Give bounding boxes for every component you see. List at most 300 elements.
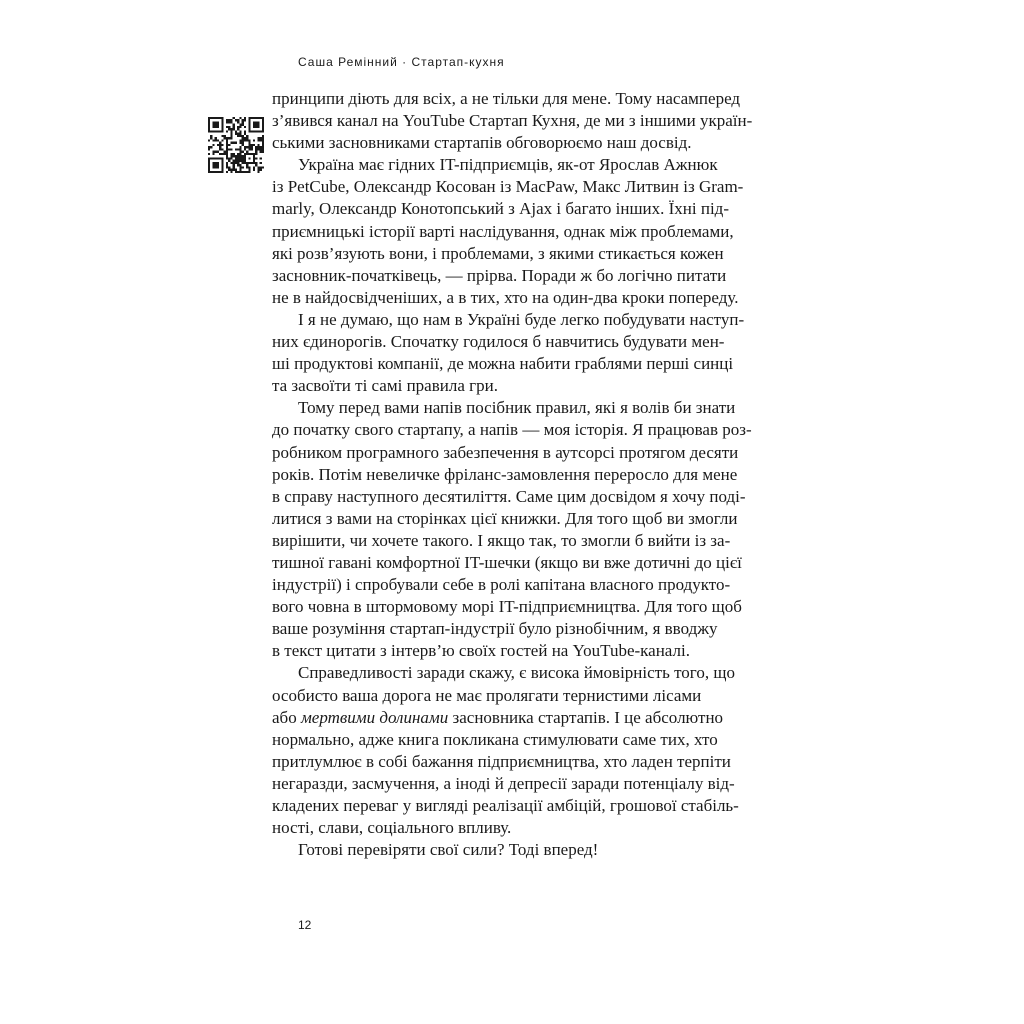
qr-module — [228, 157, 230, 159]
qr-module — [253, 155, 255, 157]
qr-module — [226, 162, 228, 164]
qr-module — [221, 119, 223, 121]
qr-module — [210, 146, 212, 148]
qr-module — [212, 126, 214, 128]
qr-module — [230, 169, 232, 171]
qr-module — [230, 142, 232, 144]
qr-module — [210, 137, 212, 139]
qr-module — [208, 166, 210, 168]
text-line — [272, 486, 782, 508]
qr-module — [210, 171, 212, 173]
text-line — [272, 442, 782, 464]
qr-module — [221, 162, 223, 164]
qr-module — [251, 146, 253, 148]
qr-module — [226, 171, 228, 173]
qr-module — [212, 144, 214, 146]
qr-module — [212, 157, 214, 159]
text-segment: кладених переваг у вигляді реалізації амбіцій, грошової стабіль- — [272, 796, 739, 815]
qr-module — [257, 121, 259, 123]
qr-module — [221, 160, 223, 162]
qr-module — [215, 157, 217, 159]
qr-module — [255, 162, 257, 164]
qr-module — [226, 146, 228, 148]
text-line — [272, 464, 782, 486]
qr-module — [260, 139, 262, 141]
qr-module — [230, 148, 232, 150]
text-segment: до початку свого стартапу, а напів — моя історія. Я працював роз- — [272, 420, 752, 440]
qr-module — [215, 121, 217, 123]
qr-module — [221, 164, 223, 166]
qr-module — [239, 155, 241, 157]
qr-module — [262, 121, 264, 123]
text-segment: вирішити, чи хочете такого. І якщо так, то змогли б вийти із за- — [272, 530, 731, 550]
qr-module — [244, 160, 246, 162]
text-line — [272, 729, 782, 751]
qr-module — [230, 153, 232, 155]
qr-module — [262, 117, 264, 119]
qr-module — [233, 160, 235, 162]
qr-module — [244, 162, 246, 164]
text-segment: індустрії) і спробували себе в ролі капітана власного продукто- — [272, 575, 731, 595]
text-segment: засновника стартапів. І це абсолютно — [448, 707, 724, 727]
qr-module — [212, 117, 214, 119]
qr-module — [215, 171, 217, 173]
qr-module — [260, 169, 262, 171]
qr-module — [208, 128, 210, 130]
qr-module — [239, 124, 241, 126]
qr-module — [239, 117, 241, 119]
qr-module — [237, 164, 239, 166]
qr-module — [217, 130, 219, 132]
qr-module — [239, 153, 241, 155]
running-header: Саша Ремінний · Стартап-кухня — [298, 55, 505, 69]
text-line — [272, 795, 782, 817]
qr-module — [257, 171, 259, 173]
qr-module — [260, 130, 262, 132]
qr-module — [233, 166, 235, 168]
qr-module — [239, 157, 241, 159]
qr-module — [230, 121, 232, 123]
qr-module — [212, 162, 214, 164]
qr-module — [239, 130, 241, 132]
qr-module — [215, 139, 217, 141]
qr-module — [244, 133, 246, 135]
qr-module — [212, 153, 214, 155]
text-segment: принципи діють для всіх, а не тільки для мене. Тому насамперед — [272, 89, 741, 108]
qr-module — [248, 121, 250, 123]
qr-module — [248, 162, 250, 164]
qr-module — [260, 137, 262, 139]
qr-module — [228, 144, 230, 146]
qr-module — [242, 119, 244, 121]
qr-module — [208, 121, 210, 123]
qr-module — [233, 164, 235, 166]
qr-module — [233, 117, 235, 119]
text-segment: ськими засновниками стартапів обговорюємо наш досвід. — [272, 133, 692, 153]
qr-module — [257, 148, 259, 150]
qr-module — [248, 171, 250, 173]
page-number: 12 — [298, 918, 312, 932]
text-line — [272, 309, 782, 331]
qr-module — [226, 164, 228, 166]
qr-module — [239, 160, 241, 162]
qr-module — [246, 137, 248, 139]
qr-module — [212, 139, 214, 141]
qr-module — [262, 144, 264, 146]
text-segment: тишної гавані комфортної IT-шечки (якщо ви вже дотичні до цієї — [272, 552, 742, 572]
qr-module — [253, 121, 255, 123]
qr-module — [255, 157, 257, 159]
qr-module — [242, 155, 244, 157]
qr-module — [248, 117, 250, 119]
qr-module — [257, 126, 259, 128]
qr-module — [260, 151, 262, 153]
qr-module — [210, 130, 212, 132]
qr-module — [208, 171, 210, 173]
qr-module — [242, 124, 244, 126]
text-segment: або — [272, 707, 301, 727]
qr-module — [208, 169, 210, 171]
qr-module — [233, 162, 235, 164]
qr-module — [237, 148, 239, 150]
text-segment: в справу наступного десятиліття. Саме цим досвідом я хочу поді- — [272, 486, 746, 506]
qr-module — [230, 137, 232, 139]
qr-module — [226, 153, 228, 155]
qr-module — [212, 171, 214, 173]
qr-code-graphic — [208, 117, 264, 173]
qr-module — [226, 144, 228, 146]
qr-module — [215, 162, 217, 164]
qr-module — [262, 148, 264, 150]
qr-module — [242, 142, 244, 144]
text-line — [272, 530, 782, 552]
qr-module — [242, 135, 244, 137]
qr-module — [248, 124, 250, 126]
qr-module — [253, 162, 255, 164]
qr-module — [260, 157, 262, 159]
qr-module — [239, 126, 241, 128]
qr-module — [235, 130, 237, 132]
text-line — [272, 176, 782, 198]
qr-module — [224, 153, 226, 155]
qr-module — [226, 151, 228, 153]
text-segment: нормально, адже книга покликана стимулювати саме тих, хто — [272, 729, 718, 749]
text-line — [272, 817, 782, 839]
qr-module — [228, 169, 230, 171]
qr-module — [244, 171, 246, 173]
qr-module — [253, 124, 255, 126]
qr-module — [257, 124, 259, 126]
qr-module — [233, 124, 235, 126]
text-segment: ші продуктові компанії, де можна набити граблями перші синці — [272, 354, 734, 374]
qr-module — [253, 157, 255, 159]
text-segment: особисто ваша дорога не має пролягати тернистими лісами — [272, 685, 702, 705]
qr-module — [242, 121, 244, 123]
qr-module — [226, 137, 228, 139]
qr-module — [221, 117, 223, 119]
qr-module — [262, 128, 264, 130]
qr-module — [210, 157, 212, 159]
qr-module — [221, 166, 223, 168]
qr-module — [226, 121, 228, 123]
qr-module — [244, 119, 246, 121]
qr-module — [217, 144, 219, 146]
qr-module — [221, 135, 223, 137]
text-line — [272, 419, 782, 441]
qr-module — [251, 153, 253, 155]
qr-module — [242, 162, 244, 164]
qr-module — [219, 144, 221, 146]
qr-module — [262, 166, 264, 168]
qr-module — [208, 124, 210, 126]
qr-module — [221, 128, 223, 130]
qr-module — [215, 126, 217, 128]
text-segment: засновник-початківець, — прірва. Поради ж бо логічно питати — [272, 265, 727, 285]
qr-module — [237, 135, 239, 137]
qr-module — [253, 153, 255, 155]
qr-module — [217, 126, 219, 128]
qr-module — [248, 153, 250, 155]
text-line — [272, 110, 782, 132]
qr-module — [212, 166, 214, 168]
qr-module — [248, 128, 250, 130]
qr-module — [226, 139, 228, 141]
qr-module — [235, 169, 237, 171]
qr-module — [228, 137, 230, 139]
qr-module — [233, 153, 235, 155]
qr-module — [221, 171, 223, 173]
qr-module — [257, 139, 259, 141]
qr-module — [230, 155, 232, 157]
text-line — [272, 839, 782, 861]
qr-module — [208, 162, 210, 164]
text-segment: вого човна в штормовому морі IT-підприємництва. Для того щоб — [272, 597, 742, 617]
qr-module — [221, 121, 223, 123]
qr-module — [253, 117, 255, 119]
qr-module — [210, 117, 212, 119]
qr-module — [246, 139, 248, 141]
qr-module — [228, 160, 230, 162]
qr-module — [219, 153, 221, 155]
qr-module — [230, 133, 232, 135]
qr-module — [221, 124, 223, 126]
text-segment: в текст цитати з інтерв’ю своїх гостей на YouTube-каналі. — [272, 641, 690, 661]
qr-module — [235, 157, 237, 159]
qr-module — [233, 128, 235, 130]
qr-module — [230, 130, 232, 132]
qr-module — [257, 130, 259, 132]
qr-module — [215, 151, 217, 153]
qr-module — [208, 146, 210, 148]
qr-module — [215, 117, 217, 119]
qr-module — [251, 148, 253, 150]
qr-module — [239, 133, 241, 135]
qr-module — [257, 169, 259, 171]
qr-module — [221, 139, 223, 141]
qr-module — [257, 137, 259, 139]
text-line — [272, 221, 782, 243]
qr-module — [224, 137, 226, 139]
qr-module — [212, 130, 214, 132]
text-line — [272, 773, 782, 795]
text-line — [272, 751, 782, 773]
text-line — [272, 198, 782, 220]
qr-module — [233, 126, 235, 128]
qr-module — [248, 157, 250, 159]
qr-module — [262, 135, 264, 137]
qr-module — [246, 153, 248, 155]
qr-module — [248, 142, 250, 144]
qr-module — [228, 119, 230, 121]
qr-module — [219, 148, 221, 150]
qr-module — [246, 162, 248, 164]
text-line — [272, 596, 782, 618]
qr-module — [255, 130, 257, 132]
qr-module — [221, 157, 223, 159]
qr-module — [244, 117, 246, 119]
qr-module — [217, 121, 219, 123]
qr-module — [230, 119, 232, 121]
qr-module — [208, 164, 210, 166]
qr-module — [219, 146, 221, 148]
qr-module — [230, 135, 232, 137]
qr-module — [262, 151, 264, 153]
qr-module — [248, 166, 250, 168]
qr-module — [226, 119, 228, 121]
qr-module — [253, 166, 255, 168]
qr-module — [257, 166, 259, 168]
qr-module — [262, 126, 264, 128]
qr-module — [239, 169, 241, 171]
qr-module — [217, 157, 219, 159]
qr-module — [242, 171, 244, 173]
qr-module — [255, 146, 257, 148]
qr-module — [233, 169, 235, 171]
qr-module — [230, 157, 232, 159]
text-line — [272, 552, 782, 574]
qr-module — [215, 166, 217, 168]
text-line — [272, 154, 782, 176]
text-segment: років. Потім невеличке фріланс-замовлення переросло для мене — [272, 464, 738, 484]
qr-module — [217, 171, 219, 173]
qr-module — [248, 119, 250, 121]
qr-module — [246, 164, 248, 166]
qr-module — [253, 144, 255, 146]
qr-module — [257, 144, 259, 146]
qr-module — [239, 164, 241, 166]
qr-module — [257, 117, 259, 119]
qr-module — [246, 166, 248, 168]
qr-module — [224, 135, 226, 137]
qr-module — [239, 146, 241, 148]
qr-module — [219, 117, 221, 119]
qr-module — [244, 153, 246, 155]
qr-module — [262, 146, 264, 148]
qr-module — [244, 155, 246, 157]
qr-module — [228, 166, 230, 168]
qr-module — [208, 153, 210, 155]
qr-module — [233, 142, 235, 144]
qr-module — [244, 130, 246, 132]
qr-module — [226, 155, 228, 157]
text-segment: Справедливості заради скажу, є висока ймовірність того, що — [298, 663, 735, 683]
text-line — [272, 662, 782, 684]
qr-module — [237, 128, 239, 130]
qr-module — [221, 153, 223, 155]
text-line — [272, 331, 782, 353]
text-line — [272, 508, 782, 530]
qr-module — [237, 153, 239, 155]
qr-module — [219, 130, 221, 132]
qr-module — [248, 126, 250, 128]
text-line — [272, 287, 782, 309]
text-line — [272, 132, 782, 154]
qr-module — [215, 164, 217, 166]
italic-text-segment: мертвими долинами — [300, 707, 449, 727]
qr-module — [253, 126, 255, 128]
qr-module — [230, 171, 232, 173]
qr-module — [246, 171, 248, 173]
qr-module — [248, 139, 250, 141]
qr-module — [246, 146, 248, 148]
qr-module — [226, 157, 228, 159]
qr-module — [260, 166, 262, 168]
body-text — [272, 88, 782, 861]
qr-module — [221, 130, 223, 132]
qr-module — [237, 121, 239, 123]
qr-module — [253, 169, 255, 171]
qr-module — [208, 148, 210, 150]
qr-module — [208, 130, 210, 132]
qr-module — [228, 128, 230, 130]
qr-module — [221, 126, 223, 128]
qr-module — [235, 119, 237, 121]
qr-module — [221, 169, 223, 171]
qr-module — [251, 130, 253, 132]
qr-module — [217, 166, 219, 168]
qr-module — [237, 171, 239, 173]
qr-module — [246, 151, 248, 153]
qr-module — [217, 164, 219, 166]
qr-module — [237, 126, 239, 128]
qr-module — [253, 139, 255, 141]
qr-module — [235, 160, 237, 162]
qr-module — [255, 151, 257, 153]
qr-module — [221, 148, 223, 150]
text-segment: з’явився канал на YouTube Стартап Кухня, де ми з іншими україн- — [272, 111, 753, 131]
qr-module — [248, 169, 250, 171]
qr-module — [262, 130, 264, 132]
qr-module — [262, 139, 264, 141]
qr-module — [251, 144, 253, 146]
qr-module — [217, 151, 219, 153]
qr-module — [208, 126, 210, 128]
qr-module — [239, 142, 241, 144]
qr-module — [239, 166, 241, 168]
qr-module — [226, 130, 228, 132]
qr-module — [224, 151, 226, 153]
qr-module — [260, 148, 262, 150]
text-segment: які розв’язують вони, і проблемами, з якими стикається кожен — [272, 243, 724, 263]
qr-module — [226, 166, 228, 168]
qr-module — [262, 137, 264, 139]
qr-module — [219, 157, 221, 159]
qr-module — [217, 162, 219, 164]
text-segment: притлумлює в собі бажання підприємництва, хто ладен терпіти — [272, 751, 731, 771]
qr-module — [208, 160, 210, 162]
text-line — [272, 707, 782, 729]
qr-module — [208, 139, 210, 141]
